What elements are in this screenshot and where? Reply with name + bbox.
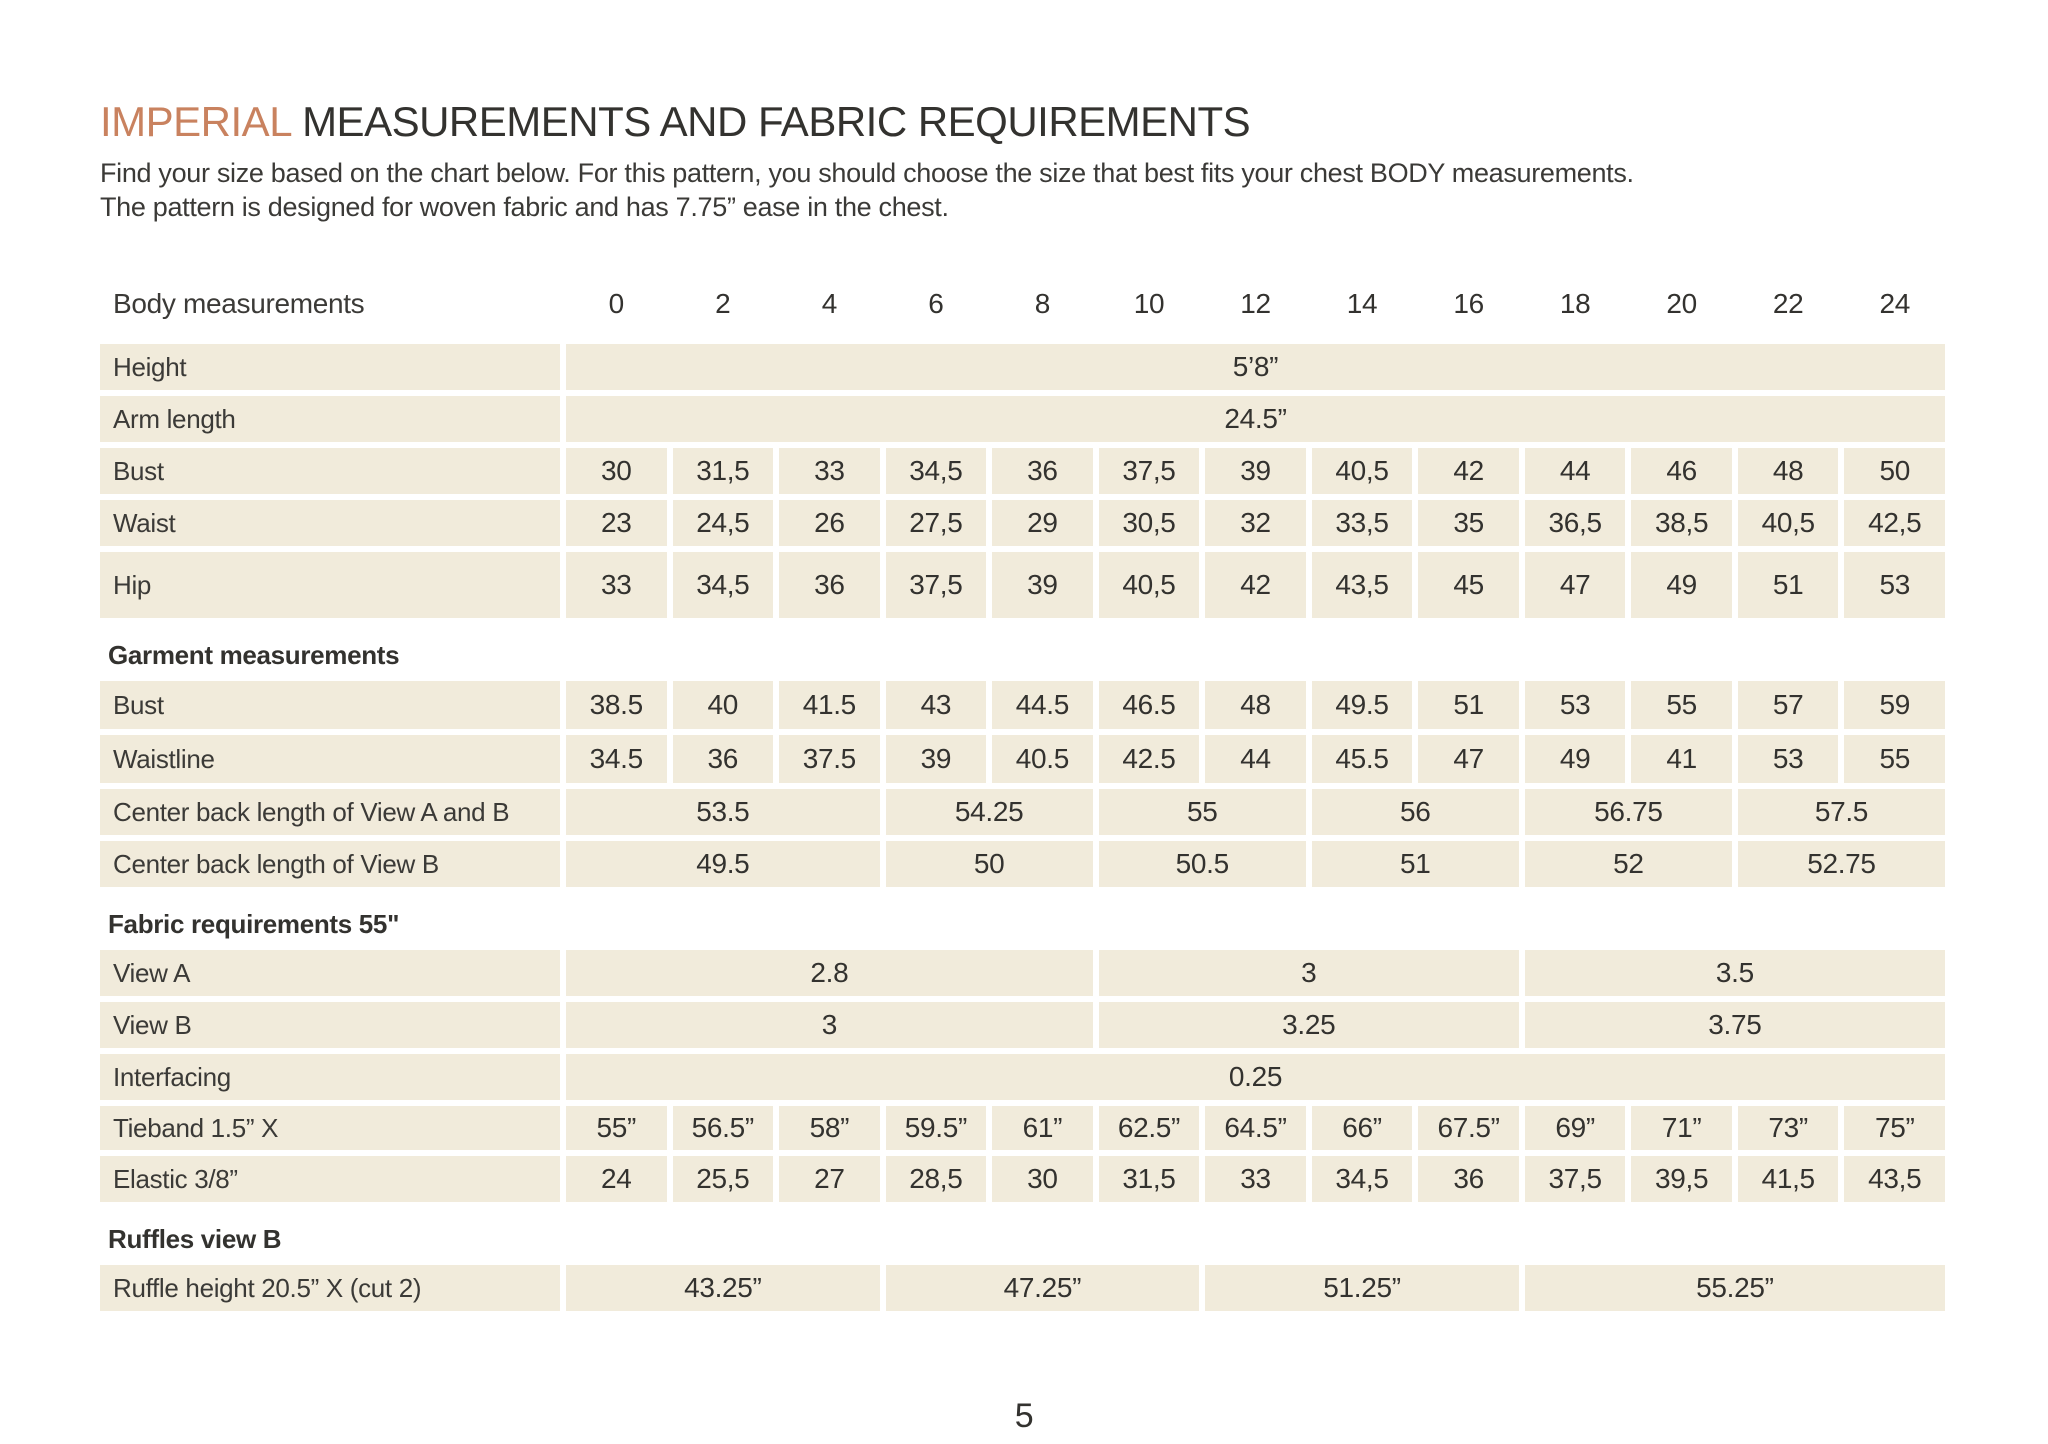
value-cell: 71” bbox=[1631, 1106, 1732, 1150]
value-cell: 35 bbox=[1418, 500, 1519, 546]
row-label: View A bbox=[100, 950, 560, 996]
value-cell: 43.25” bbox=[566, 1265, 880, 1311]
value-cell: 51 bbox=[1312, 841, 1519, 887]
value-cell: 73” bbox=[1738, 1106, 1839, 1150]
value-cell: 40 bbox=[673, 681, 774, 729]
title-imperial: IMPERIAL bbox=[100, 98, 293, 145]
value-cell: 59.5” bbox=[886, 1106, 987, 1150]
value-cell: 42 bbox=[1418, 448, 1519, 494]
value-cell: 39 bbox=[1205, 448, 1306, 494]
title-rest: MEASUREMENTS AND FABRIC REQUIREMENTS bbox=[302, 98, 1251, 145]
value-cell: 46 bbox=[1631, 448, 1732, 494]
table-row bbox=[100, 396, 1945, 442]
value-cell: 43 bbox=[886, 681, 987, 729]
value-cell: 37,5 bbox=[1525, 1156, 1626, 1202]
value-cell: 3.75 bbox=[1525, 1002, 1945, 1048]
size-column-header: 14 bbox=[1346, 288, 1378, 320]
row-label: Interfacing bbox=[100, 1054, 560, 1100]
value-cell: 41,5 bbox=[1738, 1156, 1839, 1202]
value-cell: 56.5” bbox=[673, 1106, 774, 1150]
value-cell: 28,5 bbox=[886, 1156, 987, 1202]
value-cell: 66” bbox=[1312, 1106, 1413, 1150]
value-cell: 48 bbox=[1738, 448, 1839, 494]
table-row bbox=[100, 1106, 1945, 1150]
table-row bbox=[100, 681, 1945, 729]
table-row bbox=[100, 448, 1945, 494]
value-cell: 23 bbox=[566, 500, 667, 546]
value-cell: 38.5 bbox=[566, 681, 667, 729]
value-cell: 51.25” bbox=[1205, 1265, 1519, 1311]
value-cell: 27 bbox=[779, 1156, 880, 1202]
value-cell: 47 bbox=[1418, 735, 1519, 783]
value-cell: 30,5 bbox=[1099, 500, 1200, 546]
value-cell: 48 bbox=[1205, 681, 1306, 729]
value-cell: 44 bbox=[1525, 448, 1626, 494]
table-row bbox=[100, 735, 1945, 783]
size-column-header: 24 bbox=[1879, 288, 1910, 320]
table-header-label: Body measurements bbox=[113, 288, 365, 320]
value-cell: 61” bbox=[992, 1106, 1093, 1150]
value-cell: 30 bbox=[992, 1156, 1093, 1202]
value-cell: 55.25” bbox=[1525, 1265, 1945, 1311]
value-cell: 36 bbox=[1418, 1156, 1519, 1202]
value-cell: 31,5 bbox=[1099, 1156, 1200, 1202]
size-column-header: 2 bbox=[715, 288, 731, 320]
value-cell: 40,5 bbox=[1312, 448, 1413, 494]
value-cell: 42,5 bbox=[1844, 500, 1945, 546]
value-cell: 3 bbox=[1099, 950, 1519, 996]
value-cell: 44.5 bbox=[992, 681, 1093, 729]
value-cell: 41.5 bbox=[779, 681, 880, 729]
table-row bbox=[100, 552, 1945, 618]
section-heading: Ruffles view B bbox=[108, 1224, 282, 1255]
value-cell: 2.8 bbox=[566, 950, 1093, 996]
value-cell: 56 bbox=[1312, 789, 1519, 835]
intro-text bbox=[100, 156, 1945, 224]
value-cell: 39 bbox=[992, 552, 1093, 618]
value-cell: 34,5 bbox=[886, 448, 987, 494]
size-column-header: 18 bbox=[1559, 288, 1591, 320]
value-cell: 40,5 bbox=[1099, 552, 1200, 618]
value-cell: 43,5 bbox=[1844, 1156, 1945, 1202]
value-cell: 69” bbox=[1525, 1106, 1626, 1150]
value-cell: 37.5 bbox=[779, 735, 880, 783]
size-column-header: 16 bbox=[1453, 288, 1484, 320]
value-cell: 36 bbox=[779, 552, 880, 618]
row-label: View B bbox=[100, 1002, 560, 1048]
value-cell: 49 bbox=[1525, 735, 1626, 783]
value-cell: 49.5 bbox=[1312, 681, 1413, 729]
value-cell: 52.75 bbox=[1738, 841, 1945, 887]
table-row bbox=[100, 841, 1945, 887]
value-cell: 37,5 bbox=[1099, 448, 1200, 494]
value-cell: 54.25 bbox=[886, 789, 1093, 835]
row-label: Center back length of View A and B bbox=[100, 789, 560, 835]
value-cell: 27,5 bbox=[886, 500, 987, 546]
row-label: Arm length bbox=[100, 396, 560, 442]
value-cell: 36 bbox=[673, 735, 774, 783]
value-cell: 34.5 bbox=[566, 735, 667, 783]
value-cell: 55 bbox=[1099, 789, 1306, 835]
value-cell: 45.5 bbox=[1312, 735, 1413, 783]
value-cell: 3.5 bbox=[1525, 950, 1945, 996]
value-cell: 53 bbox=[1525, 681, 1626, 729]
value-cell: 33 bbox=[779, 448, 880, 494]
value-cell: 75” bbox=[1844, 1106, 1945, 1150]
page-title bbox=[100, 100, 1945, 144]
row-label: Height bbox=[100, 344, 560, 390]
value-cell: 52 bbox=[1525, 841, 1732, 887]
value-cell: 43,5 bbox=[1312, 552, 1413, 618]
value-cell: 45 bbox=[1418, 552, 1519, 618]
value-cell: 33 bbox=[1205, 1156, 1306, 1202]
value-cell: 3.25 bbox=[1099, 1002, 1519, 1048]
value-cell: 31,5 bbox=[673, 448, 774, 494]
table-header-row bbox=[100, 286, 1945, 322]
size-column-header: 20 bbox=[1666, 288, 1697, 320]
value-cell: 58” bbox=[779, 1106, 880, 1150]
value-cell: 40,5 bbox=[1738, 500, 1839, 546]
value-cell: 55” bbox=[566, 1106, 667, 1150]
value-cell: 24.5” bbox=[566, 396, 1945, 442]
value-cell: 56.75 bbox=[1525, 789, 1732, 835]
row-label: Waistline bbox=[100, 735, 560, 783]
value-cell: 39 bbox=[886, 735, 987, 783]
table-row bbox=[100, 1054, 1945, 1100]
value-cell: 32 bbox=[1205, 500, 1306, 546]
page-number: 5 bbox=[1014, 1397, 1034, 1435]
intro-line-1: Find your size based on the chart below. For this pattern, you should choose the size that best fits your chest BODY measurements. bbox=[100, 158, 1634, 189]
value-cell: 24,5 bbox=[673, 500, 774, 546]
row-label: Bust bbox=[100, 448, 560, 494]
value-cell: 53 bbox=[1844, 552, 1945, 618]
size-column-header: 4 bbox=[821, 288, 837, 320]
row-label: Waist bbox=[100, 500, 560, 546]
value-cell: 46.5 bbox=[1099, 681, 1200, 729]
size-column-header: 10 bbox=[1133, 288, 1165, 320]
row-label: Center back length of View B bbox=[100, 841, 560, 887]
value-cell: 40.5 bbox=[992, 735, 1093, 783]
size-column-header: 0 bbox=[608, 288, 624, 320]
intro-line-2: The pattern is designed for woven fabric and has 7.75” ease in the chest. bbox=[100, 192, 949, 223]
value-cell: 49 bbox=[1631, 552, 1732, 618]
row-label: Hip bbox=[100, 552, 560, 618]
value-cell: 55 bbox=[1844, 735, 1945, 783]
table-row bbox=[100, 1156, 1945, 1202]
value-cell: 67.5” bbox=[1418, 1106, 1519, 1150]
row-label: Ruffle height 20.5” X (cut 2) bbox=[100, 1265, 560, 1311]
value-cell: 51 bbox=[1418, 681, 1519, 729]
value-cell: 3 bbox=[566, 1002, 1093, 1048]
value-cell: 5’8” bbox=[566, 344, 1945, 390]
row-label: Bust bbox=[100, 681, 560, 729]
size-column-header: 22 bbox=[1772, 288, 1804, 320]
value-cell: 62.5” bbox=[1099, 1106, 1200, 1150]
value-cell: 59 bbox=[1844, 681, 1945, 729]
table-row bbox=[100, 500, 1945, 546]
size-column-header: 6 bbox=[928, 288, 944, 320]
value-cell: 57.5 bbox=[1738, 789, 1945, 835]
value-cell: 34,5 bbox=[1312, 1156, 1413, 1202]
value-cell: 38,5 bbox=[1631, 500, 1732, 546]
value-cell: 53.5 bbox=[566, 789, 880, 835]
size-column-header: 12 bbox=[1240, 288, 1271, 320]
value-cell: 39,5 bbox=[1631, 1156, 1732, 1202]
row-label: Elastic 3/8” bbox=[100, 1156, 560, 1202]
value-cell: 44 bbox=[1205, 735, 1306, 783]
value-cell: 50 bbox=[1844, 448, 1945, 494]
row-label: Tieband 1.5” X bbox=[100, 1106, 560, 1150]
value-cell: 64.5” bbox=[1205, 1106, 1306, 1150]
value-cell: 50 bbox=[886, 841, 1093, 887]
value-cell: 26 bbox=[779, 500, 880, 546]
value-cell: 42 bbox=[1205, 552, 1306, 618]
table-row bbox=[100, 1265, 1945, 1311]
value-cell: 42.5 bbox=[1099, 735, 1200, 783]
value-cell: 33 bbox=[566, 552, 667, 618]
table-row bbox=[100, 344, 1945, 390]
size-column-header: 8 bbox=[1034, 288, 1051, 320]
section-heading: Garment measurements bbox=[108, 640, 400, 671]
value-cell: 49.5 bbox=[566, 841, 880, 887]
value-cell: 50.5 bbox=[1099, 841, 1306, 887]
value-cell: 34,5 bbox=[673, 552, 774, 618]
value-cell: 33,5 bbox=[1312, 500, 1413, 546]
value-cell: 24 bbox=[566, 1156, 667, 1202]
value-cell: 47.25” bbox=[886, 1265, 1200, 1311]
value-cell: 47 bbox=[1525, 552, 1626, 618]
value-cell: 37,5 bbox=[886, 552, 987, 618]
table-row bbox=[100, 789, 1945, 835]
value-cell: 29 bbox=[992, 500, 1093, 546]
value-cell: 30 bbox=[566, 448, 667, 494]
table-row bbox=[100, 950, 1945, 996]
value-cell: 36 bbox=[992, 448, 1093, 494]
section-heading: Fabric requirements 55" bbox=[108, 909, 400, 940]
value-cell: 55 bbox=[1631, 681, 1732, 729]
value-cell: 51 bbox=[1738, 552, 1839, 618]
value-cell: 36,5 bbox=[1525, 500, 1626, 546]
value-cell: 41 bbox=[1631, 735, 1732, 783]
value-cell: 53 bbox=[1738, 735, 1839, 783]
value-cell: 57 bbox=[1738, 681, 1839, 729]
table-row bbox=[100, 1002, 1945, 1048]
value-cell: 0.25 bbox=[566, 1054, 1945, 1100]
size-table bbox=[100, 286, 1945, 1311]
value-cell: 25,5 bbox=[673, 1156, 774, 1202]
